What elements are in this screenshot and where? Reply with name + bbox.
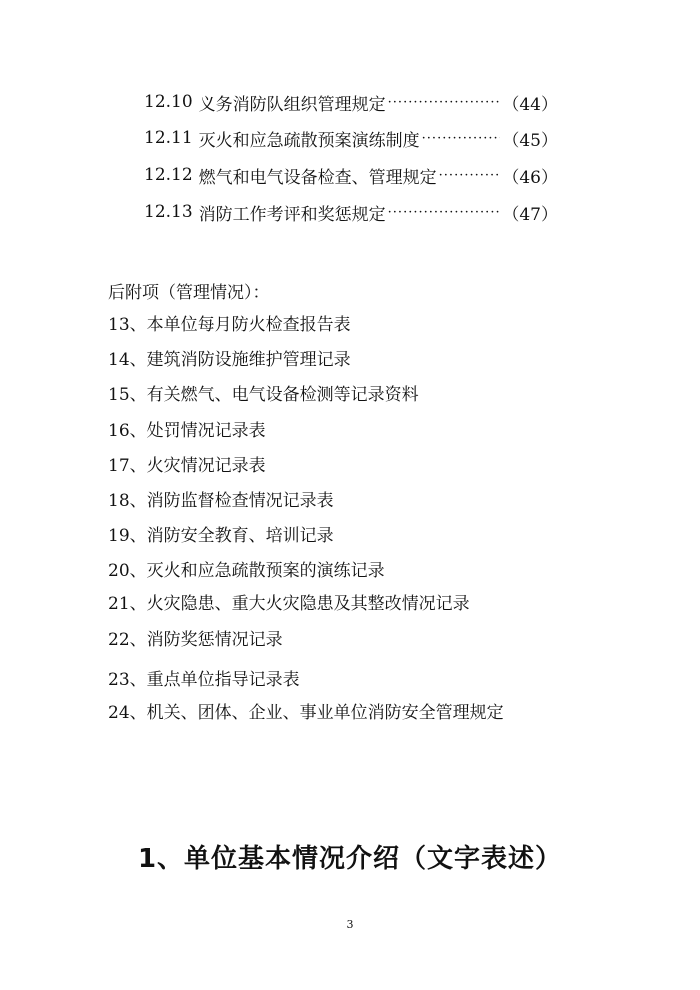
toc-entry-title: 燃气和电气设备检查、管理规定 (198, 167, 437, 188)
toc-entry (144, 89, 558, 115)
toc-entry (144, 162, 558, 188)
toc-entry-page: （46） (502, 167, 558, 188)
toc-entry-title: 消防工作考评和奖惩规定 (198, 204, 386, 225)
toc-entry-number: 12.11 (144, 128, 193, 148)
appendix-list-item: 14、建筑消防设施维护管理记录 (108, 350, 351, 370)
toc-entry-page: （45） (502, 130, 558, 151)
appendix-list-item: 15、有关燃气、电气设备检测等记录资料 (108, 385, 419, 405)
appendix-heading: 后附项（管理情况）： (108, 283, 270, 303)
appendix-list-item: 13、本单位每月防火检查报告表 (108, 315, 351, 335)
toc-leader-dots (388, 95, 501, 110)
toc-leader-dots (388, 205, 501, 220)
toc-entry-number: 12.10 (144, 92, 193, 112)
toc-entry-title: 义务消防队组织管理规定 (198, 94, 386, 115)
toc-entry-page: （47） (502, 204, 558, 225)
appendix-list-item: 21、火灾隐患、重大火灾隐患及其整改情况记录 (108, 594, 470, 614)
appendix-list-item: 18、消防监督检查情况记录表 (108, 491, 334, 511)
section-title: 1、单位基本情况介绍（文字表述） (137, 844, 563, 874)
appendix-list-item: 16、处罚情况记录表 (108, 421, 266, 441)
toc-entry (144, 199, 558, 225)
toc-leader-dots (422, 131, 501, 146)
toc-entry (144, 125, 558, 151)
toc-entry-number: 12.12 (144, 165, 193, 185)
appendix-list-item: 17、火灾情况记录表 (108, 456, 266, 476)
appendix-list-item: 20、灭火和应急疏散预案的演练记录 (108, 561, 385, 581)
appendix-list-item: 19、消防安全教育、培训记录 (108, 526, 334, 546)
appendix-list-item: 23、重点单位指导记录表 (108, 670, 300, 690)
appendix-list-item: 22、消防奖惩情况记录 (108, 630, 283, 650)
toc-entry-title: 灭火和应急疏散预案演练制度 (198, 130, 420, 151)
page-number: 3 (346, 918, 354, 931)
toc-entry-page: （44） (502, 94, 558, 115)
appendix-list-item: 24、机关、团体、企业、事业单位消防安全管理规定 (108, 703, 504, 723)
toc-leader-dots (439, 168, 501, 183)
toc-entry-number: 12.13 (144, 202, 193, 222)
